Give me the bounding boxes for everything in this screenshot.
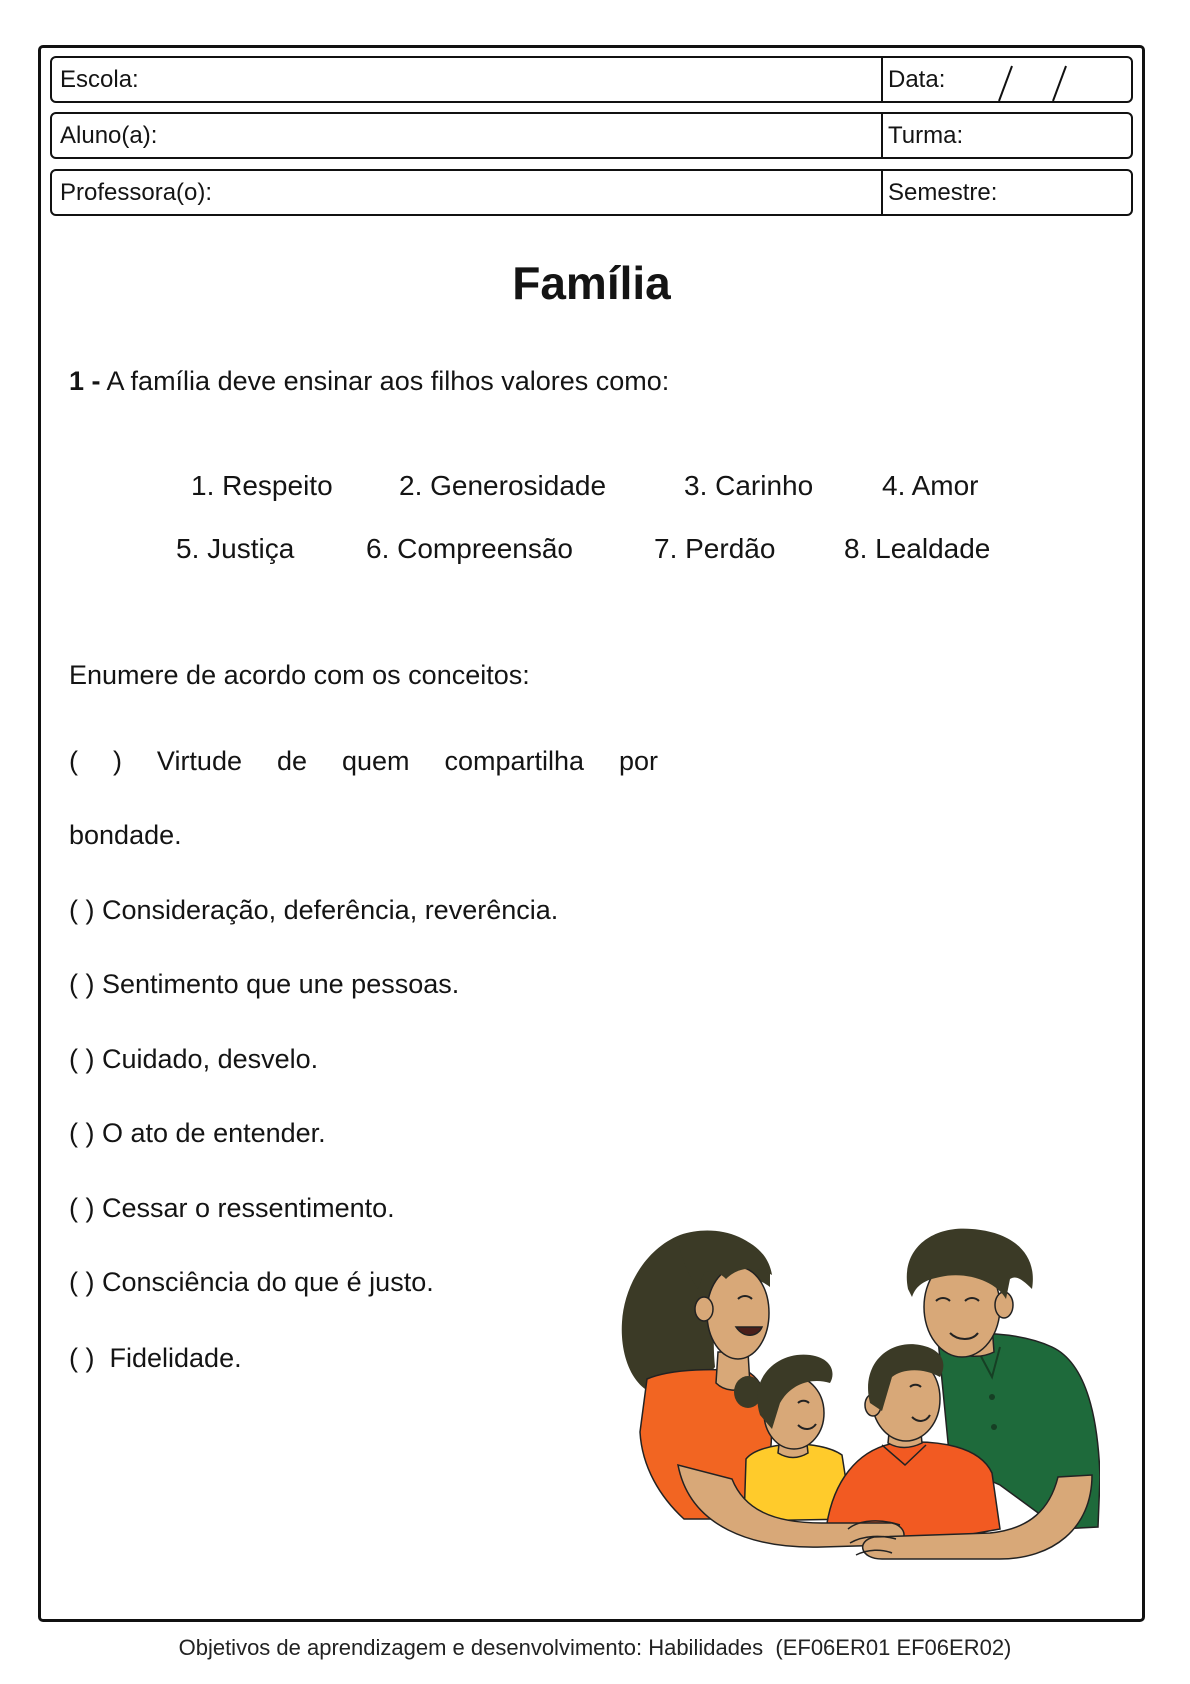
student-label: Aluno(a): [60, 122, 158, 149]
date-slash [999, 66, 1012, 101]
answer-parentheses: ( ) [69, 1267, 95, 1297]
header-row-teacher [50, 169, 1133, 216]
item-text: Fidelidade. [102, 1343, 242, 1373]
answer-parentheses: ( ) [69, 1118, 95, 1148]
header-divider [881, 58, 883, 101]
date-slash [1053, 66, 1066, 101]
item-text: Consciência do que é justo. [102, 1267, 434, 1297]
item-text: Consideração, deferência, reverência. [102, 895, 559, 925]
item-text: Cuidado, desvelo. [102, 1044, 319, 1074]
value-item: 3. Carinho [684, 470, 814, 501]
answer-parentheses: ( ) [69, 969, 95, 999]
header-row-student [50, 112, 1133, 159]
instruction-text: Enumere de acordo com os conceitos: [69, 660, 530, 690]
teacher-label: Professora(o): [60, 179, 213, 206]
answer-parentheses: ( ) [69, 1343, 95, 1373]
item-text: Cessar o ressentimento. [102, 1193, 395, 1223]
value-item: 2. Generosidade [399, 470, 607, 501]
family-illustration [620, 1227, 1100, 1566]
list-item [69, 1341, 242, 1375]
date-slashes [990, 58, 1080, 103]
header-row-school [50, 56, 1133, 103]
item-text: Sentimento que une pessoas. [102, 969, 460, 999]
semester-label: Semestre: [888, 179, 998, 206]
value-item: 1. Respeito [191, 470, 333, 501]
school-label: Escola: [60, 66, 139, 93]
page-title: Família [512, 257, 671, 309]
item-text: O ato de entender. [102, 1118, 326, 1148]
answer-parentheses: ( ) [69, 1193, 95, 1223]
item-text: Virtude de quem compartilha por [156, 746, 658, 776]
list-item [69, 893, 558, 927]
list-item [69, 744, 658, 778]
question-1 [69, 364, 669, 398]
list-item [69, 967, 459, 1001]
value-item: 7. Perdão [654, 533, 776, 564]
value-item: 4. Amor [882, 470, 979, 501]
answer-parentheses: ( ) [69, 746, 122, 776]
date-label: Data: [888, 66, 946, 93]
question-text: A família deve ensinar aos filhos valores como: [106, 366, 670, 396]
list-item [69, 1116, 326, 1150]
value-item: 8. Lealdade [844, 533, 991, 564]
footer-objectives: Objetivos de aprendizagem e desenvolvimento: Habilidades (EF06ER01 EF06ER02) [178, 1635, 1012, 1660]
header-divider [881, 114, 883, 157]
value-item: 6. Compreensão [366, 533, 574, 564]
value-item: 5. Justiça [176, 533, 295, 564]
list-item-continuation: bondade. [69, 820, 182, 850]
answer-parentheses: ( ) [69, 895, 95, 925]
list-item [69, 1042, 318, 1076]
header-divider [881, 171, 883, 214]
class-label: Turma: [888, 122, 964, 149]
answer-parentheses: ( ) [69, 1044, 95, 1074]
list-item [69, 1191, 395, 1225]
list-item [69, 1265, 434, 1299]
question-number: 1 - [69, 366, 101, 396]
